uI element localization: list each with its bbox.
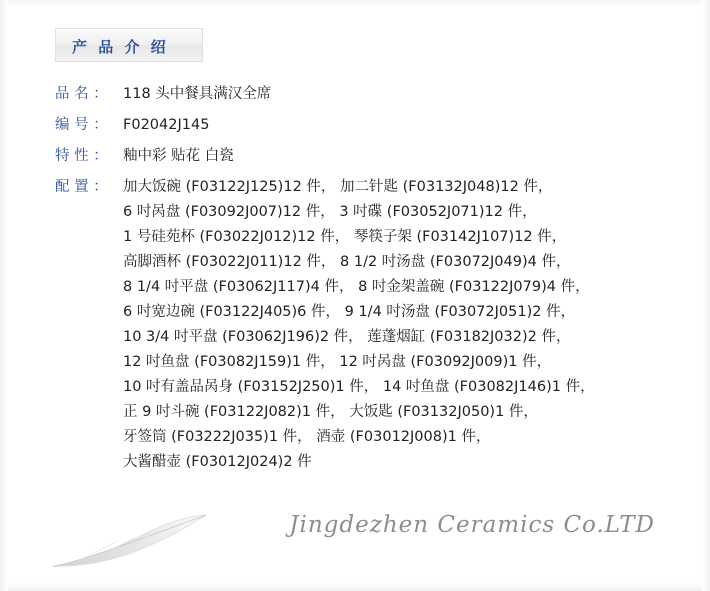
- configuration-line: 高脚酒杯 (F03022J011)12 件， 8 1/2 吋汤盘 (F03072J049)4 件，: [123, 254, 571, 270]
- configuration-line: 正 9 吋斗碗 (F03122J082)1 件， 大饭匙 (F03132J050)1 件，: [123, 404, 538, 420]
- configuration-line: 加大饭碗 (F03122J125)12 件， 加二针匙 (F03132J048)12 件，: [123, 179, 553, 195]
- configuration-line: 6 吋宽边碗 (F03122J405)6 件， 9 1/4 吋汤盘 (F03072J051)2 件，: [123, 304, 576, 320]
- configuration-line-list: [123, 175, 675, 475]
- company-watermark: Jingdezhen Ceramics Co.LTD: [289, 512, 655, 538]
- field-row-code: [55, 113, 675, 137]
- field-value-features: 釉中彩 贴花 白瓷: [123, 148, 234, 164]
- product-details-list: [55, 82, 675, 482]
- page-border-right: [702, 0, 710, 591]
- configuration-line: 牙签筒 (F03222J035)1 件， 酒壶 (F03012J008)1 件，: [123, 429, 491, 445]
- configuration-line: 8 1/4 吋平盘 (F03062J117)4 件， 8 吋金架盖碗 (F03122J079)4 件，: [123, 279, 590, 295]
- section-title-banner: [55, 28, 203, 62]
- configuration-line: 12 吋鱼盘 (F03082J159)1 件， 12 吋呙盘 (F03092J009)1 件，: [123, 354, 552, 370]
- page-title: 产 品 介 绍: [72, 38, 169, 56]
- field-row-features: [55, 144, 675, 168]
- configuration-line: 10 吋有盖品呙身 (F03152J250)1 件， 14 吋鱼盘 (F03082J146)1 件，: [123, 379, 595, 395]
- configuration-line: 10 3/4 吋平盘 (F03062J196)2 件， 莲蓬烟缸 (F03182J032)2 件，: [123, 329, 571, 345]
- page-border-bottom: [0, 583, 710, 591]
- field-value-code: F02042J145: [123, 117, 210, 133]
- configuration-line: 大酱醋壶 (F03012J024)2 件: [123, 454, 312, 470]
- field-label-configuration: 配 置 ：: [55, 179, 108, 195]
- field-row-name: [55, 82, 675, 106]
- page-border-top: [0, 0, 710, 6]
- field-label-code: 编 号 ：: [55, 117, 108, 133]
- field-label-name: 品 名 ：: [55, 86, 108, 102]
- field-label-features: 特 性 ：: [55, 148, 108, 164]
- page-border-left: [0, 0, 8, 591]
- configuration-line: 6 吋呙盘 (F03092J007)12 件， 3 吋碟 (F03052J071)12 件，: [123, 204, 537, 220]
- field-row-configuration: [55, 175, 675, 475]
- feather-quill-icon: [48, 512, 228, 574]
- field-value-name: 118 头中餐具满汉全席: [123, 86, 272, 102]
- configuration-line: 1 号硅苑杯 (F03022J012)12 件， 琴筷子架 (F03142J107)12 件，: [123, 229, 567, 245]
